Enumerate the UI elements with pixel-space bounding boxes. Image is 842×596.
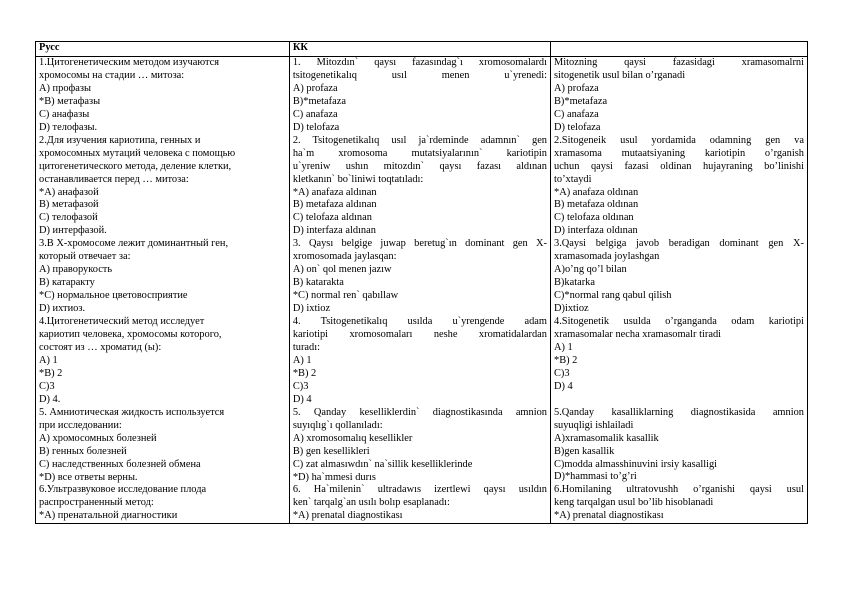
kk-text-line: *A) prenatal diagnostikası (292, 510, 403, 522)
ru-text-line: 6.Ультразвуковое исследование плода (39, 484, 207, 496)
ru-text-line: В) генных болезней (39, 445, 127, 457)
kk-text-line: ha`m xromosoma mutatsiyalarının` kariotipin (292, 147, 547, 159)
ru-text-line: который отвечает за: (39, 251, 131, 263)
ru-text-line: D) ихтиоз. (39, 303, 86, 315)
ru-text-line: 1.Цитогенетическим методом изучаются (39, 57, 220, 68)
ru-text-line: *D) все ответы верны. (39, 471, 138, 483)
kk-text-line: B) metafaza aldınan (292, 199, 377, 211)
uz-text-line: A) 1 (554, 341, 573, 353)
uz-text-line: B)*metafaza (554, 95, 608, 107)
kk-text-line: B)*metafaza (292, 95, 346, 107)
kk-text-line: *C) normal ren` qabıllaw (292, 290, 399, 302)
uz-text-line: keng tarqalgan usul bo’lib hisoblanadi (554, 497, 714, 509)
uz-text-line: B) metafaza oldınan (554, 199, 639, 211)
kk-text-line: C) telofaza aldınan (292, 212, 372, 224)
kk-text-line: 5. Qanday keselliklerdin` diagnostikasında amnion (292, 406, 547, 418)
ru-text-line: *А) пренатальной диагностики (39, 510, 178, 522)
kk-text-line: 6. Ha`milenin` ultradawıs izertlewi qaysı usıldın (292, 484, 547, 496)
uz-text-line: Mitozning qaysi fazasidagi xramasomalrni (554, 57, 804, 68)
kk-text-line: B) gen kesellikleri (292, 445, 370, 457)
header-uzbek (551, 42, 808, 57)
document-page (35, 41, 808, 524)
uzbek-column (551, 57, 808, 524)
kk-text-line: kletkanın` bo`liniwi toqtatıladı: (292, 173, 424, 185)
uz-text-line: D)*hammasi to’g’ri (554, 471, 637, 483)
ru-text-line: 4.Цитогенетический метод исследует (39, 316, 205, 328)
ru-text-line: А) хромосомных болезней (39, 432, 157, 444)
kk-text-line: A) profaza (292, 82, 338, 94)
uz-text-line: B)gen kasallik (554, 445, 615, 457)
uz-text-line: suyuqligi ishlailadi (554, 419, 634, 431)
kk-text-line: suyıqlıg`ı qollanıladı: (292, 419, 383, 431)
ru-text-line: С) наследственных болезней обмена (39, 458, 201, 470)
header-karakalpak: КК (289, 42, 550, 57)
ru-text-line: D) 4. (39, 393, 61, 405)
kk-text-line: xromosomada jaylasqan: (292, 251, 397, 263)
kk-text-line: D) interfaza aldınan (292, 225, 376, 237)
kk-text-line: kariotipi xromosomaları neshe xromatidalardan (292, 329, 547, 341)
uz-text-line: D) 4 (554, 380, 573, 392)
uz-text-line: C)*normal rang qabul qilish (554, 290, 672, 302)
ru-text-line: *А) анафазой (39, 186, 99, 198)
ru-text-line: состоят из … хроматид (ы): (39, 341, 162, 353)
uz-text-line: C)modda almasshinuvini irsiy kasalligi (554, 458, 718, 470)
kk-text-line: 3. Qaysı belgige juwap beretug`ın dominant gen X- (292, 238, 547, 250)
uz-text-line: A)o’ng qo’l bilan (554, 264, 627, 276)
karakalpak-column (289, 57, 550, 524)
ru-text-line: В) катаракту (39, 277, 95, 289)
ru-text-line: А) 1 (39, 354, 58, 366)
ru-text-line: 5. Амниотическая жидкость используется (39, 406, 225, 418)
uz-text-line: B)katarka (554, 277, 595, 289)
uz-text-line: to’xtaydi (554, 173, 592, 185)
ru-text-line: D) телофазы. (39, 121, 98, 133)
kk-text-line: *B) 2 (292, 367, 317, 379)
kk-text-line: C)3 (292, 380, 309, 392)
ru-text-line: С) анафазы (39, 108, 90, 120)
ru-text-line: кариотип человека, хромосомы которого, (39, 329, 222, 341)
ru-text-line: хромосомы на стадии … митоза: (39, 69, 185, 81)
ru-text-line: С)3 (39, 380, 55, 392)
kk-text-line: *A) anafaza aldınan (292, 186, 377, 198)
ru-text-line: распространенный метод: (39, 497, 154, 509)
kk-text-line: D) 4 (292, 393, 312, 405)
ru-text-line: *В) 2 (39, 367, 63, 379)
uz-text-line: D) telofaza (554, 121, 601, 133)
uz-text-line: 2.Sitogeneik usul yordamida odamning gen va (554, 134, 804, 146)
header-russian: Русс (36, 42, 290, 57)
content-row (36, 57, 808, 524)
ru-text-line: 2.Для изучения кариотипа, генных и (39, 134, 201, 146)
uz-text-line: xramasomada joylashgan (554, 251, 660, 263)
ru-text-line: А) праворукость (39, 264, 113, 276)
uz-text-line: 3.Qaysi belgiga javob beradigan dominant gen X- (554, 238, 804, 250)
uz-text-line: C)3 (554, 367, 570, 379)
ru-text-line: D) интерфазой. (39, 225, 107, 237)
kk-text-line: 4. Tsitogenetikalıq usılda u`yrengende adam (292, 316, 547, 328)
ru-text-line: 3.В Х-хромосоме лежит доминантный ген, (39, 238, 229, 250)
russian-column (36, 57, 290, 524)
uz-text-line: D)ixtioz (554, 303, 589, 315)
kk-text-line: ken` tarqalg`an usılı bolıp esaplanadı: (292, 497, 450, 509)
uz-text-line: A) profaza (554, 82, 599, 94)
trilingual-test-table (35, 41, 808, 524)
kk-text-line: A) xromosomalıq kesellikler (292, 432, 413, 444)
uz-text-line: 5.Qanday kasalliklarning diagnostikasida amnion (554, 406, 804, 418)
kk-text-line: B) katarakta (292, 277, 344, 289)
kk-text-line: 1. Mitozdın` qaysı fazasındag`ı xromosomalardı (292, 57, 547, 68)
uz-text-line: uchun qaysi fazasi oldinan hujayraning bo’linishi (554, 160, 804, 172)
uz-text-line: sitogenetik usul bilan o’rganadi (554, 69, 686, 81)
ru-text-line: цитогенетического метода, деление клетки, (39, 160, 232, 172)
uz-text-line: *B) 2 (554, 354, 578, 366)
ru-text-line: останавливается перед … митоза: (39, 173, 189, 185)
ru-text-line: С) телофазой (39, 212, 98, 224)
kk-text-line: C) zat almasıwdın` na`sillik keselliklerinde (292, 458, 473, 470)
ru-text-line: хромосомных мутаций человека с помощью (39, 147, 236, 159)
uz-text-line: 4.Sitogenetik usulda o’rganganda odam kariotipi (554, 316, 804, 328)
header-row (36, 42, 808, 57)
uz-text-line (554, 394, 804, 407)
kk-text-line: A) 1 (292, 354, 312, 366)
uz-text-line: *A) anafaza oldınan (554, 186, 639, 198)
kk-text-line: D) telofaza (292, 121, 340, 133)
kk-text-line: D) ixtioz (292, 303, 331, 315)
uz-text-line: xramasoma mutaatsiyaning kariotipin o’rganish (554, 147, 804, 159)
ru-text-line: А) профазы (39, 82, 91, 94)
ru-text-line: *С) нормальное цветовосприятие (39, 290, 188, 302)
ru-text-line: *В) метафазы (39, 95, 101, 107)
kk-text-line: tsitogenetikalıq usıl menen u`yrenedi: (292, 69, 547, 81)
ru-text-line: при исследовании: (39, 419, 122, 431)
uz-text-line: A)xramasomalik kasallik (554, 432, 659, 444)
uz-text-line: xramasomalar necha xramasomalr tiradi (554, 329, 722, 341)
uz-text-line: 6.Homilaning ultratovushh o’rganishi qaysi usul (554, 484, 804, 496)
kk-text-line: u`yreniw ushın mitozdın` qaysı fazası aldınan (292, 160, 547, 172)
uz-text-line: C) anafaza (554, 108, 599, 120)
uz-text-line: *A) prenatal diagnostikası (554, 510, 664, 522)
uz-text-line: D) interfaza oldınan (554, 225, 638, 237)
kk-text-line: 2. Tsitogenetikalıq usıl ja`rdeminde adamnın` gen (292, 134, 547, 146)
kk-text-line: C) anafaza (292, 108, 338, 120)
ru-text-line: В) метафазой (39, 199, 99, 211)
kk-text-line: turadı: (292, 341, 320, 353)
uz-text-line: C) telofaza oldınan (554, 212, 634, 224)
kk-text-line: A) on` qol menen jazıw (292, 264, 392, 276)
kk-text-line: *D) ha`mmesi durıs (292, 471, 376, 483)
